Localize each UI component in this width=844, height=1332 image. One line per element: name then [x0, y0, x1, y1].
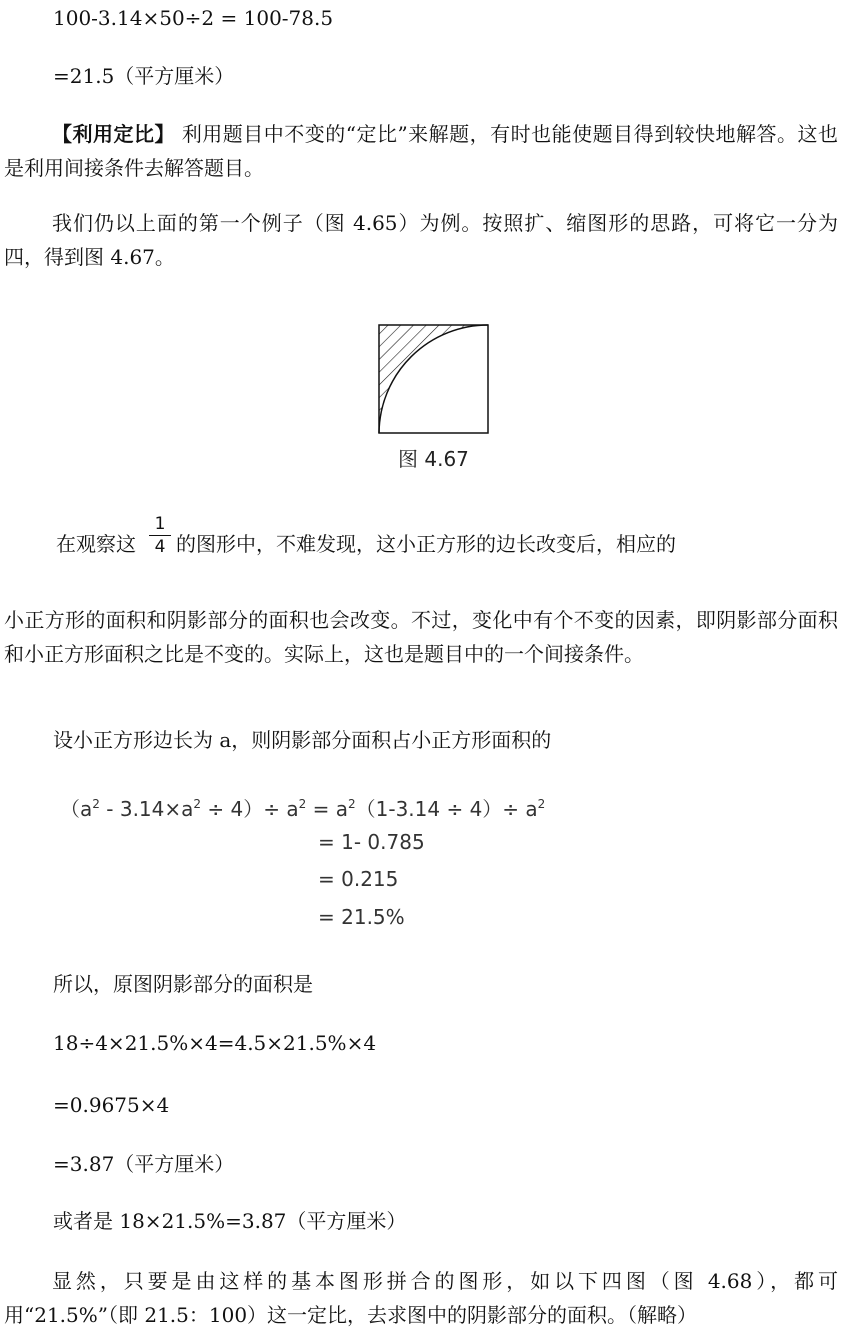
fraction-numerator: 1 — [154, 514, 166, 534]
paragraph-example: 我们仍以上面的第一个例子（图 4.65）为例。按照扩、缩图形的思路，可将它一分为四，得到图 4.67。 — [4, 211, 838, 269]
equation-line-6: 或者是 18×21.5%=3.87（平方厘米） — [53, 1209, 407, 1233]
fraction-one-quarter — [143, 514, 177, 557]
fraction-denominator: 4 — [154, 537, 166, 557]
paragraph-conclusion: 显然，只要是由这样的基本图形拼合的图形，如以下四图（图 4.68），都可用“21.5%”（即 21.5：100）这一定比，去求图中的阴影部分的面积。（解略） — [4, 1269, 838, 1327]
calc-line-1: $(a^2 - 3.14\times a^2 \div 4)\div a^2 = a^2(1-3.14 \div 4)\div a^2$ — [60, 797, 546, 821]
text-line-so: 所以，原图阴影部分的面积是 — [53, 972, 313, 996]
paragraph-assume-side: 设小正方形边长为 a，则阴影部分面积占小正方形面积的 — [53, 728, 552, 752]
shaded-region — [379, 325, 488, 433]
calc-line-2: = 1- 0.785 — [318, 830, 425, 854]
observe-text-before: 在观察这 — [56, 532, 136, 556]
equation-line-2: =21.5（平方厘米） — [53, 64, 235, 88]
equation-line-4: =0.9675×4 — [53, 1093, 170, 1117]
figure-caption: 图 4.67 — [398, 447, 469, 471]
paragraph-invariant-ratio: 小正方形的面积和阴影部分的面积也会改变。不过，变化中有个不变的因素，即阴影部分面积和小正方形面积之比是不变的。实际上，这也是题目中的一个间接条件。 — [4, 608, 838, 666]
calc-line-4: = 21.5% — [318, 905, 405, 929]
figure-4-67 — [377, 323, 491, 435]
calc-line-3: = 0.215 — [318, 867, 399, 891]
equation-line-5: =3.87（平方厘米） — [53, 1152, 235, 1176]
equation-line-3: 18÷4×21.5%×4=4.5×21.5%×4 — [53, 1031, 377, 1055]
equation-line-1: 100-3.14×50÷2 = 100-78.5 — [53, 6, 334, 30]
section-label: 【利用定比】 — [52, 122, 175, 146]
paragraph-ratio-method — [4, 117, 838, 185]
observe-text-after: 的图形中，不难发现，这小正方形的边长改变后，相应的 — [176, 532, 676, 556]
paragraph-text: 利用题目中不变的“定比”来解题，有时也能使题目得到较快地解答。这也是利用间接条件去解答题目。 — [4, 122, 839, 180]
